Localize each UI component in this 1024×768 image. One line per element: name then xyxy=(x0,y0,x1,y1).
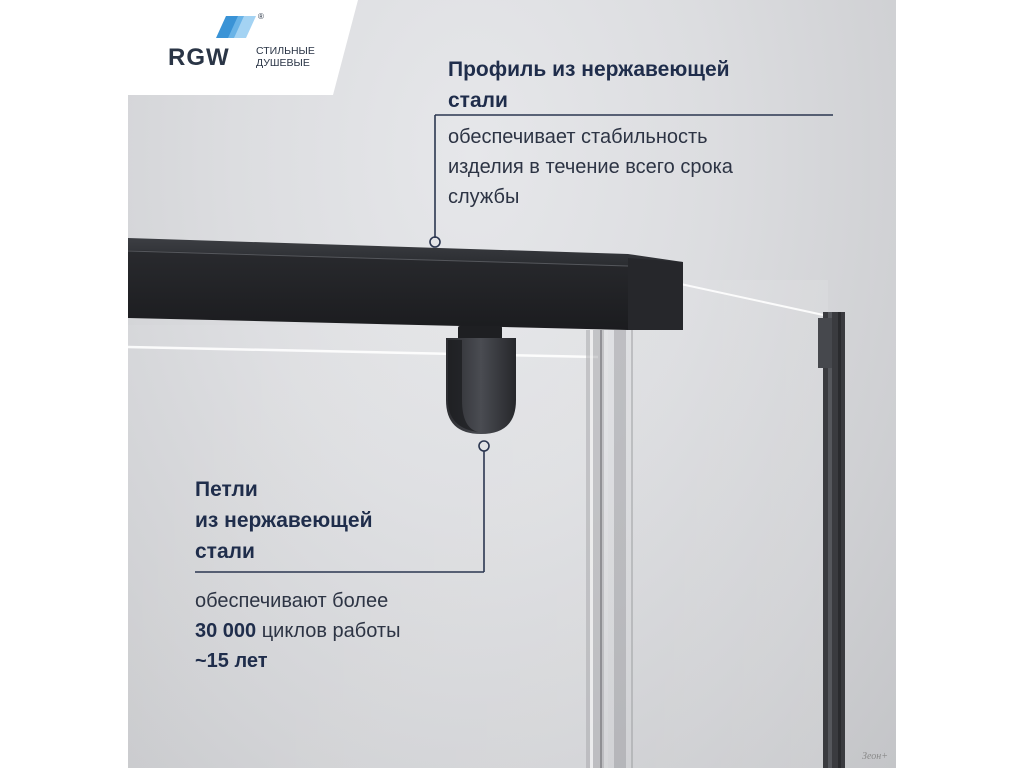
profile-title-line1: Профиль из нержавеющей xyxy=(448,58,730,81)
profile-heading xyxy=(448,54,828,116)
product-photo xyxy=(128,0,896,768)
right-post xyxy=(823,312,845,768)
hinge-desc-line1: обеспечивают более xyxy=(195,590,389,612)
hinge-title-line1: Петли xyxy=(195,478,258,501)
hinge-title-line3: стали xyxy=(195,540,255,563)
hinge-title-line2: из нержавеющей xyxy=(195,509,373,532)
brand-name: RGW xyxy=(168,44,230,71)
profile-desc-line3: службы xyxy=(448,186,520,208)
glass-panel-right xyxy=(608,280,828,768)
profile-desc-line2: изделия в течение всего срока xyxy=(448,156,733,178)
hinge-description xyxy=(195,586,515,676)
profile-title-line2: стали xyxy=(448,89,508,112)
watermark: Зеон+ xyxy=(862,751,888,762)
profile-description xyxy=(448,122,848,212)
hinge-cycles-count: 30 000 xyxy=(195,620,257,642)
hinge-lifetime: ~15 лет xyxy=(195,650,268,672)
logo-mark-icon xyxy=(216,16,256,40)
brand-logo[interactable] xyxy=(168,12,368,78)
registered-mark: ® xyxy=(258,12,264,21)
hinge-heading xyxy=(195,474,475,567)
profile-desc-line1: обеспечивает стабильность xyxy=(448,126,708,148)
hinge-desc-line3 xyxy=(195,646,515,676)
hinge-desc-line2 xyxy=(195,616,515,646)
hinge-cycles-label: циклов работы xyxy=(256,620,401,642)
brand-tagline: СТИЛЬНЫЕ ДУШЕВЫЕ xyxy=(256,45,315,69)
